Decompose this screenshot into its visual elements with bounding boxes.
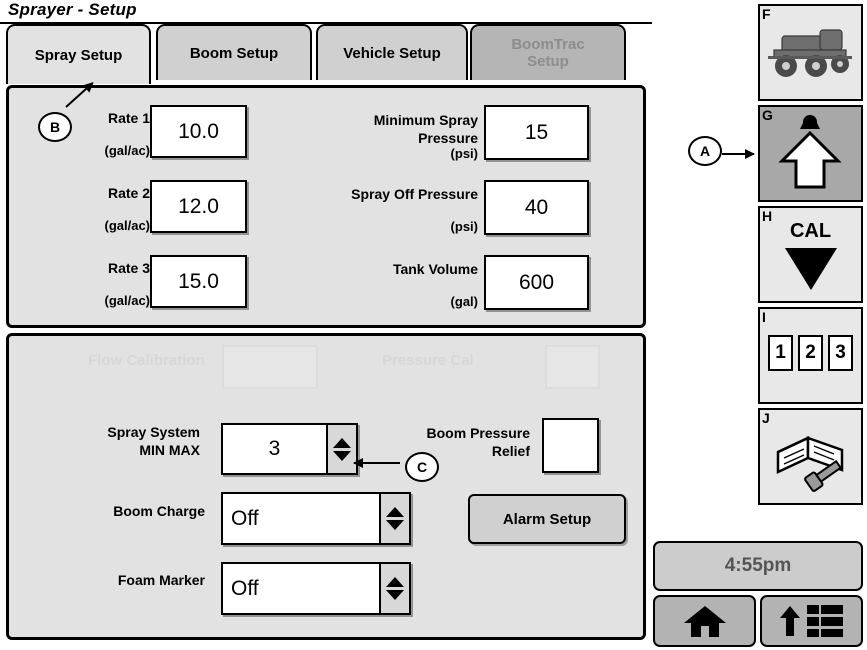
page-title: Sprayer - Setup xyxy=(8,0,137,19)
rate-3-label: Rate 3 xyxy=(107,260,150,276)
boom-charge-select[interactable] xyxy=(221,492,411,545)
rate-2-unit: (gal/ac) xyxy=(104,218,150,233)
minimum-spray-pressure-label-line2: Pressure xyxy=(418,129,478,146)
down-triangle-icon xyxy=(785,248,837,290)
spray-system-stepper[interactable] xyxy=(221,423,358,475)
side-button-j-manual[interactable] xyxy=(758,408,863,505)
ghost-flow-calibration-label: Flow Calibration xyxy=(88,352,205,369)
tank-volume-input[interactable]: 600 xyxy=(484,255,589,310)
spray-system-spin-arrows[interactable] xyxy=(326,425,356,473)
foam-marker-label: Foam Marker xyxy=(117,572,205,588)
callout-a-leader xyxy=(722,153,754,155)
num-key-2: 2 xyxy=(798,335,823,371)
callout-a: A xyxy=(688,136,722,166)
rate-1-input[interactable]: 10.0 xyxy=(150,105,247,158)
tab-spray-setup[interactable] xyxy=(6,24,151,84)
ghost-box-right xyxy=(545,345,600,389)
spray-system-label-line1: Spray System xyxy=(107,424,200,440)
home-button[interactable] xyxy=(653,595,756,647)
side-button-h-cal[interactable] xyxy=(758,206,863,303)
chevron-up-icon[interactable] xyxy=(386,577,404,587)
rate-2-label: Rate 2 xyxy=(107,185,150,201)
tab-label-line2: Setup xyxy=(527,53,569,70)
side-button-i-keypad[interactable] xyxy=(758,307,863,404)
rate-1-label: Rate 1 xyxy=(107,110,150,126)
callout-c-leader xyxy=(354,462,400,464)
num-key-1: 1 xyxy=(768,335,793,371)
chevron-up-icon[interactable] xyxy=(386,507,404,517)
boom-pressure-relief-label xyxy=(370,425,530,460)
tab-label-line1: BoomTrac xyxy=(511,35,585,53)
manual-wrench-icon xyxy=(760,410,861,503)
side-button-f-key: F xyxy=(762,6,771,22)
boom-charge-label: Boom Charge xyxy=(113,503,205,519)
rate-3-input[interactable]: 15.0 xyxy=(150,255,247,308)
spray-off-pressure-input[interactable]: 40 xyxy=(484,180,589,235)
numeric-keypad-icon xyxy=(760,335,861,371)
side-button-f[interactable] xyxy=(758,4,863,101)
tab-vehicle-setup[interactable] xyxy=(316,24,468,80)
alarm-setup-label: Alarm Setup xyxy=(502,510,592,528)
clock-display: 4:55pm xyxy=(653,541,863,591)
up-arrow-small-icon xyxy=(779,604,801,638)
side-button-g-key: G xyxy=(762,107,773,123)
menu-list-icon xyxy=(806,604,844,638)
minimum-spray-pressure-label xyxy=(280,112,478,147)
boom-charge-spin-arrows[interactable] xyxy=(379,494,409,543)
tank-volume-unit: (gal) xyxy=(450,294,478,309)
side-button-g-up[interactable] xyxy=(758,105,863,202)
tab-label: Spray Setup xyxy=(34,46,123,64)
tab-label: Vehicle Setup xyxy=(343,44,441,62)
side-button-i-key: I xyxy=(762,309,766,325)
spray-system-value: 3 xyxy=(268,437,281,460)
side-button-h-key: H xyxy=(762,208,773,224)
sprayer-vehicle-icon xyxy=(760,6,861,99)
rate-1-unit: (gal/ac) xyxy=(104,143,150,158)
boom-pressure-relief-label-line2: Relief xyxy=(491,442,530,459)
up-arrow-icon xyxy=(760,107,861,200)
boom-pressure-relief-checkbox[interactable] xyxy=(542,418,599,473)
menu-button[interactable] xyxy=(760,595,863,647)
chevron-down-icon[interactable] xyxy=(333,451,351,461)
callout-c: C xyxy=(405,452,439,482)
foam-marker-value: Off xyxy=(231,576,259,600)
boom-pressure-relief-label-line1: Boom Pressure xyxy=(426,425,530,441)
minimum-spray-pressure-label-line1: Minimum Spray xyxy=(373,112,478,128)
chevron-down-icon[interactable] xyxy=(386,520,404,530)
tank-volume-label: Tank Volume xyxy=(392,261,478,277)
spray-off-pressure-unit: (psi) xyxy=(450,219,478,234)
tab-boomtrac-setup[interactable] xyxy=(470,24,626,80)
foam-marker-spin-arrows[interactable] xyxy=(379,564,409,613)
num-key-3: 3 xyxy=(828,335,853,371)
boom-charge-value: Off xyxy=(231,506,259,530)
alarm-setup-button[interactable] xyxy=(468,494,626,544)
ghost-box-left xyxy=(222,345,318,389)
foam-marker-select[interactable] xyxy=(221,562,411,615)
spray-off-pressure-label: Spray Off Pressure xyxy=(351,186,478,202)
minimum-spray-pressure-unit: (psi) xyxy=(450,146,478,161)
rate-3-unit: (gal/ac) xyxy=(104,293,150,308)
spray-system-label xyxy=(50,424,200,459)
cal-label: CAL xyxy=(789,220,832,242)
spray-system-label-line2: MIN MAX xyxy=(139,441,200,458)
tab-label: Boom Setup xyxy=(189,44,279,62)
chevron-down-icon[interactable] xyxy=(386,590,404,600)
side-button-j-key: J xyxy=(762,410,770,426)
minimum-spray-pressure-input[interactable]: 15 xyxy=(484,105,589,160)
home-icon xyxy=(682,603,728,639)
chevron-up-icon[interactable] xyxy=(333,438,351,448)
rate-2-input[interactable]: 12.0 xyxy=(150,180,247,233)
callout-b: B xyxy=(38,112,72,142)
ghost-pressure-cal-label: Pressure Cal xyxy=(382,352,474,369)
tab-boom-setup[interactable] xyxy=(156,24,312,80)
